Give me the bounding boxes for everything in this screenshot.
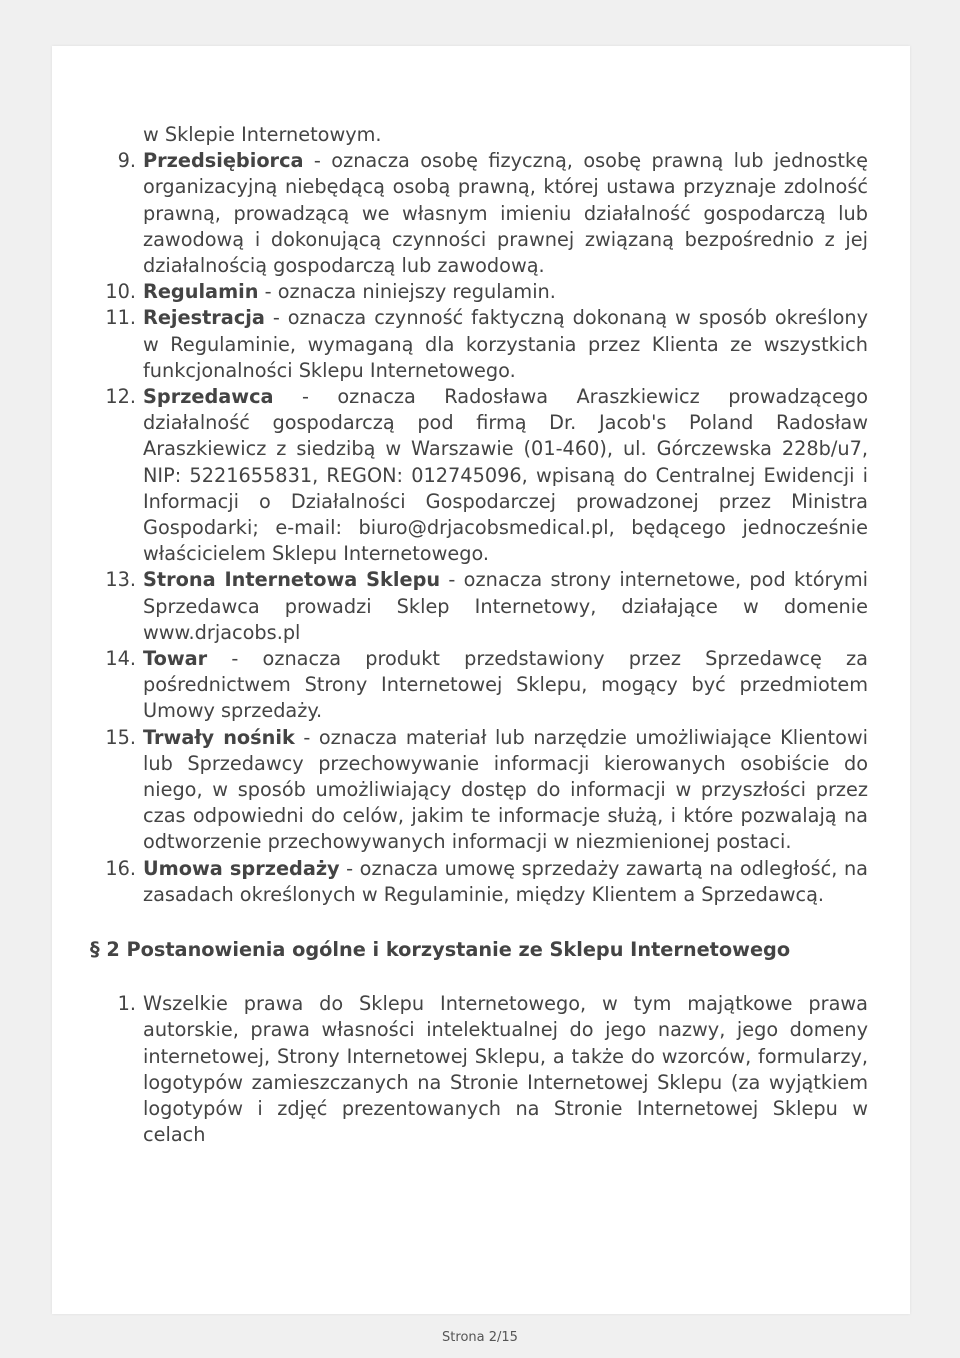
definition-item (90, 646, 868, 725)
definition-body (143, 725, 868, 856)
intro-continuation: w Sklepie Internetowym. (143, 123, 382, 146)
definition-term: Strona Internetowa Sklepu (143, 568, 441, 592)
definition-body (143, 305, 868, 384)
definition-body (143, 646, 868, 725)
definition-number: 12. (105, 385, 136, 409)
section-item-text: Wszelkie prawa do Sklepu Internetowego, w tym majątkowe prawa autorskie, prawa własności intelektualnej do jego nazwy, jego domeny internetowej, Strony Internetowej Sklepu, a także do wzorców, formularzy, logotypów zamieszczanych na Stronie Internetowej Sklepu (za wyjątkiem logotypów i zdjęć prezentowanych na Stronie Internetowej Sklepu w celach (143, 992, 868, 1147)
definition-text: - oznacza czynność faktyczną dokonaną w sposób określony w Regulaminie, wymaganą dla korzystania przez Klienta ze wszystkich funkcjonalności Sklepu Internetowego. (143, 306, 868, 382)
definition-item (90, 725, 868, 856)
definition-text: - oznacza Radosława Araszkiewicz prowadzącego działalność gospodarczą pod firmą Dr. Jacob's Poland Radosław Araszkiewicz z siedzibą w Warszawie (01-460), ul. Górczewska 228b/u7, NIP: 5221655831, REGON: 012745096, wpisaną do Centralnej Ewidencji i Informacji o Działalności Gospodarczej prowadzonej przez Ministra Gospodarki; e-mail: biuro@drjacobsmedical.pl, będącego jednocześnie właścicielem Sklepu Internetowego. (143, 385, 868, 566)
definition-term: Umowa sprzedaży (143, 856, 340, 880)
definition-number: 15. (105, 725, 136, 749)
definition-body (143, 856, 868, 908)
definition-term: Przedsiębiorca (143, 149, 304, 173)
definition-number: 14. (105, 647, 136, 671)
definition-body (143, 279, 868, 305)
document-content (90, 122, 868, 1148)
page-footer: Strona 2/15 (442, 1330, 518, 1345)
definition-number: 9. (117, 149, 136, 173)
definition-term: Towar (143, 647, 208, 671)
definition-text: - oznacza umowę sprzedaży zawartą na odległość, na zasadach określonych w Regulaminie, między Klientem a Sprzedawcą. (143, 856, 868, 906)
definition-item (90, 856, 868, 908)
definition-number: 16. (105, 856, 136, 880)
section-item-number: 1. (117, 992, 136, 1016)
definition-body (143, 384, 868, 567)
definition-term: Sprzedawca (143, 385, 274, 409)
definition-body (143, 567, 868, 646)
definition-item (90, 148, 868, 279)
section-heading: § 2 Postanowienia ogólne i korzystanie ze Sklepu Internetowego (90, 938, 791, 962)
definition-text: - oznacza niniejszy regulamin. (258, 280, 556, 304)
definition-item (90, 279, 868, 305)
definition-term: Trwały nośnik (143, 725, 295, 749)
definition-number: 11. (105, 306, 136, 330)
definition-text: - oznacza strony internetowe, pod którymi Sprzedawca prowadzi Sklep Internetowy, działające w domenie www.drjacobs.pl (143, 568, 868, 644)
definition-item (90, 384, 868, 567)
definition-number: 10. (105, 280, 136, 304)
definition-term: Regulamin (143, 280, 259, 304)
definition-text: - oznacza produkt przedstawiony przez Sprzedawcę za pośrednictwem Strony Internetowej Sklepu, mogący być przedmiotem Umowy sprzedaży. (143, 647, 868, 723)
definition-term: Rejestracja (143, 306, 265, 330)
definition-item (90, 305, 868, 384)
definition-number: 13. (105, 568, 136, 592)
definition-item (90, 567, 868, 646)
definition-text: - oznacza osobę fizyczną, osobę prawną lub jednostkę organizacyjną niebędącą osobą prawną, której ustawa przyznaje zdolność prawną, prowadzącą we własnym imieniu działalność gospodarczą lub zawodową i dokonującą czynności prawnej związaną bezpośrednio z jej działalnością gospodarczą lub zawodową. (143, 149, 868, 278)
definition-text: - oznacza materiał lub narzędzie umożliwiające Klientowi lub Sprzedawcy przechowywanie informacji kierowanych osobiście do niego, w sposób umożliwiający dostęp do informacji w przyszłości przez czas odpowiedni do celów, jakim te informacje służą, i które pozwalają na odtworzenie przechowywanych informacji w niezmienionej postaci. (143, 725, 868, 854)
section-list-item (90, 991, 868, 1148)
definition-body (143, 148, 868, 279)
